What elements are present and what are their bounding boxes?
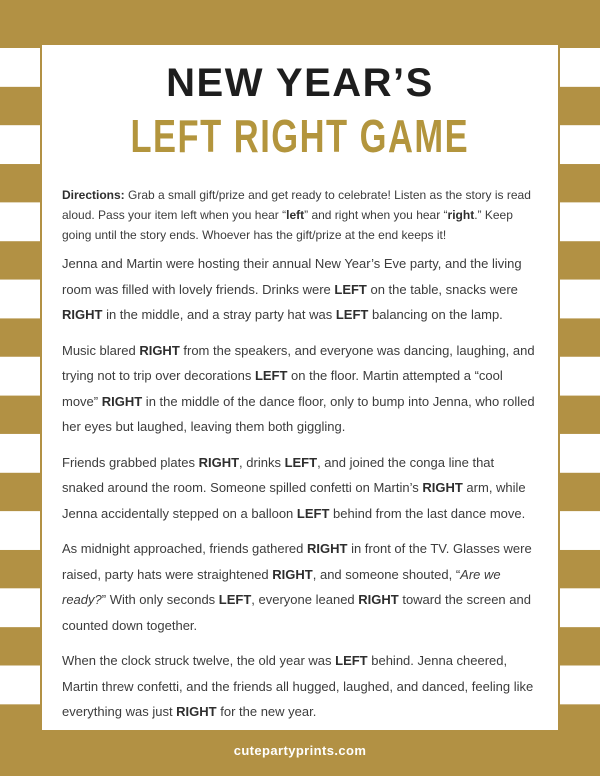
text-segment: ” and right when you hear “ (304, 208, 448, 222)
text-segment: Are we ready? (62, 566, 501, 607)
text-segment: RIGHT (176, 704, 217, 719)
printable-card (40, 43, 560, 732)
text-segment: RIGHT (422, 480, 463, 495)
directions-text (62, 185, 538, 245)
text-segment: .” Keep going until the story ends. Whoever has the gift/prize at the end keeps it! (62, 208, 513, 242)
text-segment: right (447, 208, 475, 222)
story-paragraph (62, 338, 538, 440)
text-segment: LEFT (284, 454, 318, 470)
text-segment: , and joined the conga line that snaked around the room. Someone spilled confetti on Martin’s (62, 454, 495, 495)
text-segment: Directions: (62, 188, 125, 202)
text-segment: Grab a small gift/prize and get ready to celebrate! Listen as the story is read aloud. Pass your item left when you hear “ (62, 188, 531, 222)
text-segment: LEFT (335, 307, 369, 322)
text-segment: RIGHT (307, 541, 348, 556)
text-segment: When the clock struck twelve, the old year was (62, 653, 336, 668)
text-segment: on the table, snacks were (366, 281, 518, 297)
text-segment: RIGHT (272, 566, 313, 582)
text-segment: Jenna and Martin were hosting their annual New Year’s Eve party, and the living room was filled with lovely friends. Drinks were (62, 256, 522, 297)
text-segment: behind. Jenna cheered, Martin threw confetti, and the friends all hugged, laughed, and danced, feeling like everything was just (62, 653, 534, 719)
text-segment: arm, while Jenna accidentally stepped on a balloon (62, 480, 526, 521)
story-paragraph (62, 536, 538, 638)
text-segment: in front of the TV. Glasses were raised, party hats were straightened (62, 541, 532, 582)
story-paragraphs (62, 251, 538, 725)
text-segment: LEFT (335, 653, 368, 668)
story-paragraph (62, 251, 538, 328)
text-segment: LEFT (334, 281, 367, 297)
text-segment: balancing on the lamp. (368, 307, 503, 322)
text-segment: LEFT (296, 505, 330, 521)
text-segment: left (286, 208, 305, 222)
page-subtitle (62, 110, 538, 162)
text-segment: Friends grabbed plates (62, 454, 199, 470)
text-segment: LEFT (218, 592, 252, 607)
text-segment: in the middle of the dance floor, only to bump into Jenna, who rolled her eyes but laughed, leaving them both giggling. (62, 393, 535, 434)
text-segment: , and someone shouted, “ (312, 566, 461, 582)
text-segment: LEFT (254, 368, 288, 383)
story-paragraph (62, 648, 538, 725)
text-segment: RIGHT (62, 307, 103, 322)
text-segment: RIGHT (101, 393, 143, 409)
text-segment: As midnight approached, friends gathered (62, 541, 307, 556)
text-segment: in the middle, and a stray party hat was (102, 307, 336, 322)
text-segment: on the floor. Martin attempted a “cool move” (62, 368, 503, 409)
text-segment: behind from the last dance move. (329, 505, 526, 521)
text-segment: from the speakers, and everyone was dancing, laughing, and trying not to trip over decorations (62, 342, 535, 383)
story-paragraph (62, 450, 538, 527)
text-segment: , drinks (239, 454, 285, 470)
text-segment: ” With only seconds (101, 592, 219, 607)
page-subtitle-text: LEFT RIGHT GAME (130, 110, 470, 162)
text-segment: Music blared (62, 342, 140, 358)
text-segment: for the new year. (216, 704, 317, 719)
text-segment: RIGHT (358, 592, 399, 607)
text-segment: toward the screen and counted down together. (62, 592, 531, 633)
text-segment: , everyone leaned (251, 592, 359, 607)
text-segment: RIGHT (198, 454, 240, 470)
page-title: NEW YEAR’S (166, 61, 434, 105)
website-url: cutepartyprints.com (233, 742, 367, 758)
text-segment: RIGHT (139, 342, 180, 358)
